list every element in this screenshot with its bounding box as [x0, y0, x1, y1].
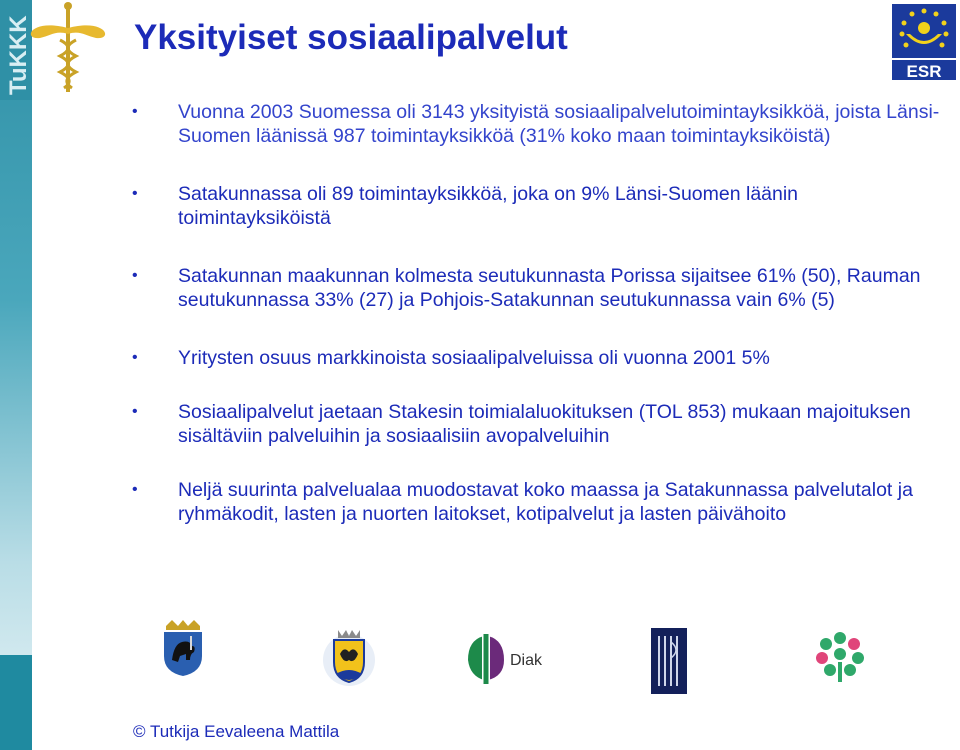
bullet-item — [130, 182, 945, 230]
diak-logo-text: Diak — [510, 652, 543, 669]
pori-coat-of-arms-logo — [322, 624, 376, 690]
esr-logo — [892, 4, 956, 80]
tukkk-logo-text: TuKKK — [5, 15, 32, 95]
bullet-dot-icon: • — [132, 403, 138, 420]
bullet-item — [130, 400, 945, 448]
bullet-dot-icon: • — [132, 267, 138, 284]
bullet-item — [130, 100, 945, 148]
column-institution-logo — [651, 628, 687, 694]
bullet-text: Neljä suurinta palvelualaa muodostavat koko maassa ja Satakunnassa palvelutalot ja ryhmäkodit, lasten ja nuorten laitokset, kotipalvelut ja lasten päivähoito — [178, 479, 913, 525]
bullet-dot-icon: • — [132, 481, 138, 498]
diak-logo — [460, 630, 550, 688]
bullet-text: Yritysten osuus markkinoista sosiaalipalveluissa oli vuonna 2001 5% — [178, 347, 770, 369]
bullet-dot-icon: • — [132, 349, 138, 366]
bullet-item — [130, 346, 945, 370]
satakunta-coat-of-arms-logo — [160, 616, 206, 678]
bullet-text: Sosiaalipalvelut jaetaan Stakesin toimialaluokituksen (TOL 853) mukaan majoituksen sisältäviin palveluihin ja sosiaalisiin avopalveluihin — [178, 401, 911, 447]
bullet-text: Satakunnassa oli 89 toimintayksikköä, joka on 9% Länsi-Suomen läänin toimintayksiköistä — [178, 183, 799, 229]
bullet-dot-icon: • — [132, 185, 138, 202]
tukkk-logo — [0, 0, 118, 100]
partner-logos — [0, 612, 960, 702]
esr-logo-text: ESR — [906, 62, 942, 80]
bullet-text: Vuonna 2003 Suomessa oli 3143 yksityistä sosiaalipalvelutoimintayksikköä, joista Länsi-Suomen läänissä 987 toimintayksikköä (31% koko maan toimintayksiköistä) — [178, 101, 940, 147]
bullet-item — [130, 264, 945, 312]
bullet-dot-icon: • — [132, 103, 138, 120]
slide-title: Yksityiset sosiaalipalvelut — [134, 18, 568, 57]
slide-footer: © Tutkija Eevaleena Mattila — [133, 722, 340, 741]
bullet-item — [130, 478, 945, 526]
bullet-text: Satakunnan maakunnan kolmesta seutukunnasta Porissa sijaitsee 61% (50), Rauman seutukunnassa 33% (27) ja Pohjois-Satakunnan seutukunnassa vain 6% (5) — [178, 265, 921, 311]
bullet-list — [130, 100, 945, 526]
flower-people-logo — [812, 628, 868, 684]
